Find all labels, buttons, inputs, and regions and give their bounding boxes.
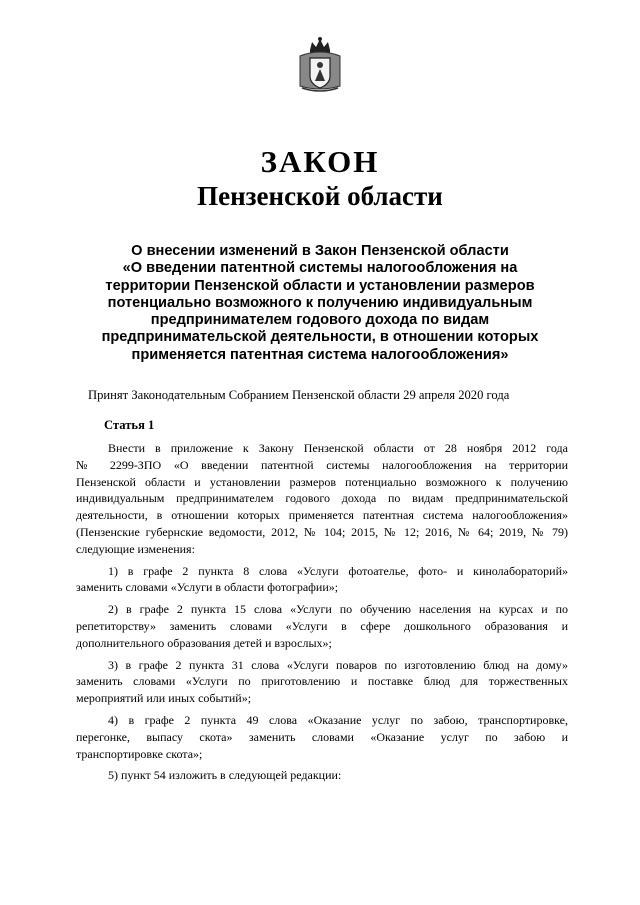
text-line: 2) в графе 2 пункта 15 слова «Услуги по обучению населения на курсах и по — [108, 602, 568, 617]
list-item — [76, 657, 568, 707]
heading-line: применяется патентная система налогообложения» — [131, 346, 509, 363]
heading-line: «О введении патентной системы налогообложения на — [122, 260, 518, 277]
text-line: заменить словами «Услуги по приготовлению и поставке блюд для торжественных — [76, 674, 568, 689]
text-line: перегонке, выпасу скота» заменить словами «Оказание услуг по забою и — [76, 729, 568, 744]
text-line: (Пензенские губернские ведомости, 2012, № 104; 2015, № 12; 2016, № 64; 2019, № 79) — [76, 524, 568, 539]
list-item — [76, 601, 568, 651]
article-body — [76, 440, 568, 784]
text-line: дополнительного образования детей и взрослых»; — [76, 635, 332, 650]
heading-line: предпринимательской деятельности, в отношении которых — [101, 329, 539, 346]
text-line: 4) в графе 2 пункта 49 слова «Оказание услуг по забою, транспортировке, — [108, 712, 568, 727]
list-item — [76, 712, 568, 762]
text-line: 1) в графе 2 пункта 8 слова «Услуги фотоателье, фото- и кинолабораторий» — [108, 563, 568, 578]
list-item — [76, 767, 568, 784]
text-line: 5) пункт 54 изложить в следующей редакции: — [108, 768, 342, 783]
coat-of-arms-icon — [296, 36, 344, 94]
law-heading — [100, 243, 540, 364]
heading-line: территории Пензенской области и установлении размеров — [105, 277, 535, 294]
text-line: следующие изменения: — [76, 541, 195, 556]
heading-line: предпринимателем годового дохода по видам — [150, 312, 490, 329]
text-line: транспортировке скота»; — [76, 746, 203, 761]
text-line: репетиторству» заменить словами «Услуги в сфере дошкольного образования и — [76, 618, 568, 633]
text-line: деятельности, в отношении которых применяется патентная система налогообложения» — [76, 508, 568, 523]
text-line: Пензенской области и установлении размеров потенциально возможного к получению — [76, 474, 568, 489]
list-item — [76, 563, 568, 597]
heading-line: О внесении изменений в Закон Пензенской области — [131, 243, 509, 259]
adoption-note: Принят Законодательным Собранием Пензенской области 29 апреля 2020 года — [88, 388, 510, 402]
text-line: 3) в графе 2 пункта 31 слова «Услуги поваров по изготовлению блюд на дому» — [108, 657, 568, 672]
text-line: заменить словами «Услуги в области фотографии»; — [76, 580, 339, 595]
text-line: индивидуальным предпринимателем годового дохода по видам предпринимательской — [76, 491, 568, 506]
text-line: мероприятий или иных событий»; — [76, 691, 252, 706]
document-subtitle: Пензенской области — [197, 181, 443, 211]
heading-line: потенциально возможного к получению индивидуальным — [107, 294, 533, 311]
document-title: ЗАКОН — [260, 144, 380, 179]
text-line: Внести в приложение к Закону Пензенской области от 28 ноября 2012 года — [108, 441, 568, 455]
text-line: № 2299-ЗПО «О введении патентной системы налогообложения на территории — [76, 457, 568, 472]
article-heading: Статья 1 — [104, 418, 155, 432]
intro-paragraph — [76, 440, 568, 558]
